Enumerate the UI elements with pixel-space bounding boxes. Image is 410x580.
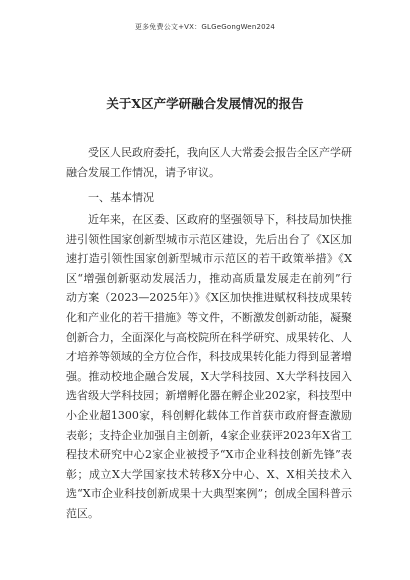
header-watermark: 更多免费公文+VX：GLGeGongWen2024 (134, 23, 276, 31)
main-paragraph: 近年来，在区委、区政府的坚强领导下，科技局加快推进引领性国家创新型城市示范区建设，先后出台了《X区加速打造引领性国家创新型城市示范区的若干政策举措》《X区“增强创新驱动发展活力，推动高质量发展走在前列”行动方案（2023—2025年）》《X区加快推进赋权科技成果转化和产业化的若干措施》等文件，不断激发创新动能，凝聚创新合力，全面深化与高校院所在科学研究、成果转化、人才培养等领域的全方位合作，科技成果转化能力得到显著增强。推动校地企融合发展，X大学科技园、X大学科技园入选省级大学科技园；新增孵化器在孵企业202家，科技型中小企业超1300家，科创孵化载体工作首获市政府督查激励表彰；支持企业加强自主创新，4家企业获评2023年X省工程技术研究中心2家企业被授予“X市企业科技创新先锋”表彰；成立X大学国家技术转移X分中心、X、X相关技术入选“X市企业科技创新成果十大典型案例”；创成全国科普示范区。 (66, 213, 352, 520)
intro-paragraph-block (66, 143, 352, 182)
section-heading: 一、基本情况 (88, 191, 154, 204)
intro-paragraph: 受区人民政府委托，我向区人大常委会报告全区产学研融合发展工作情况，请予审议。 (66, 146, 352, 179)
document-title: 关于X区产学研融合发展情况的报告 (106, 96, 304, 111)
main-paragraph-block (66, 210, 352, 524)
